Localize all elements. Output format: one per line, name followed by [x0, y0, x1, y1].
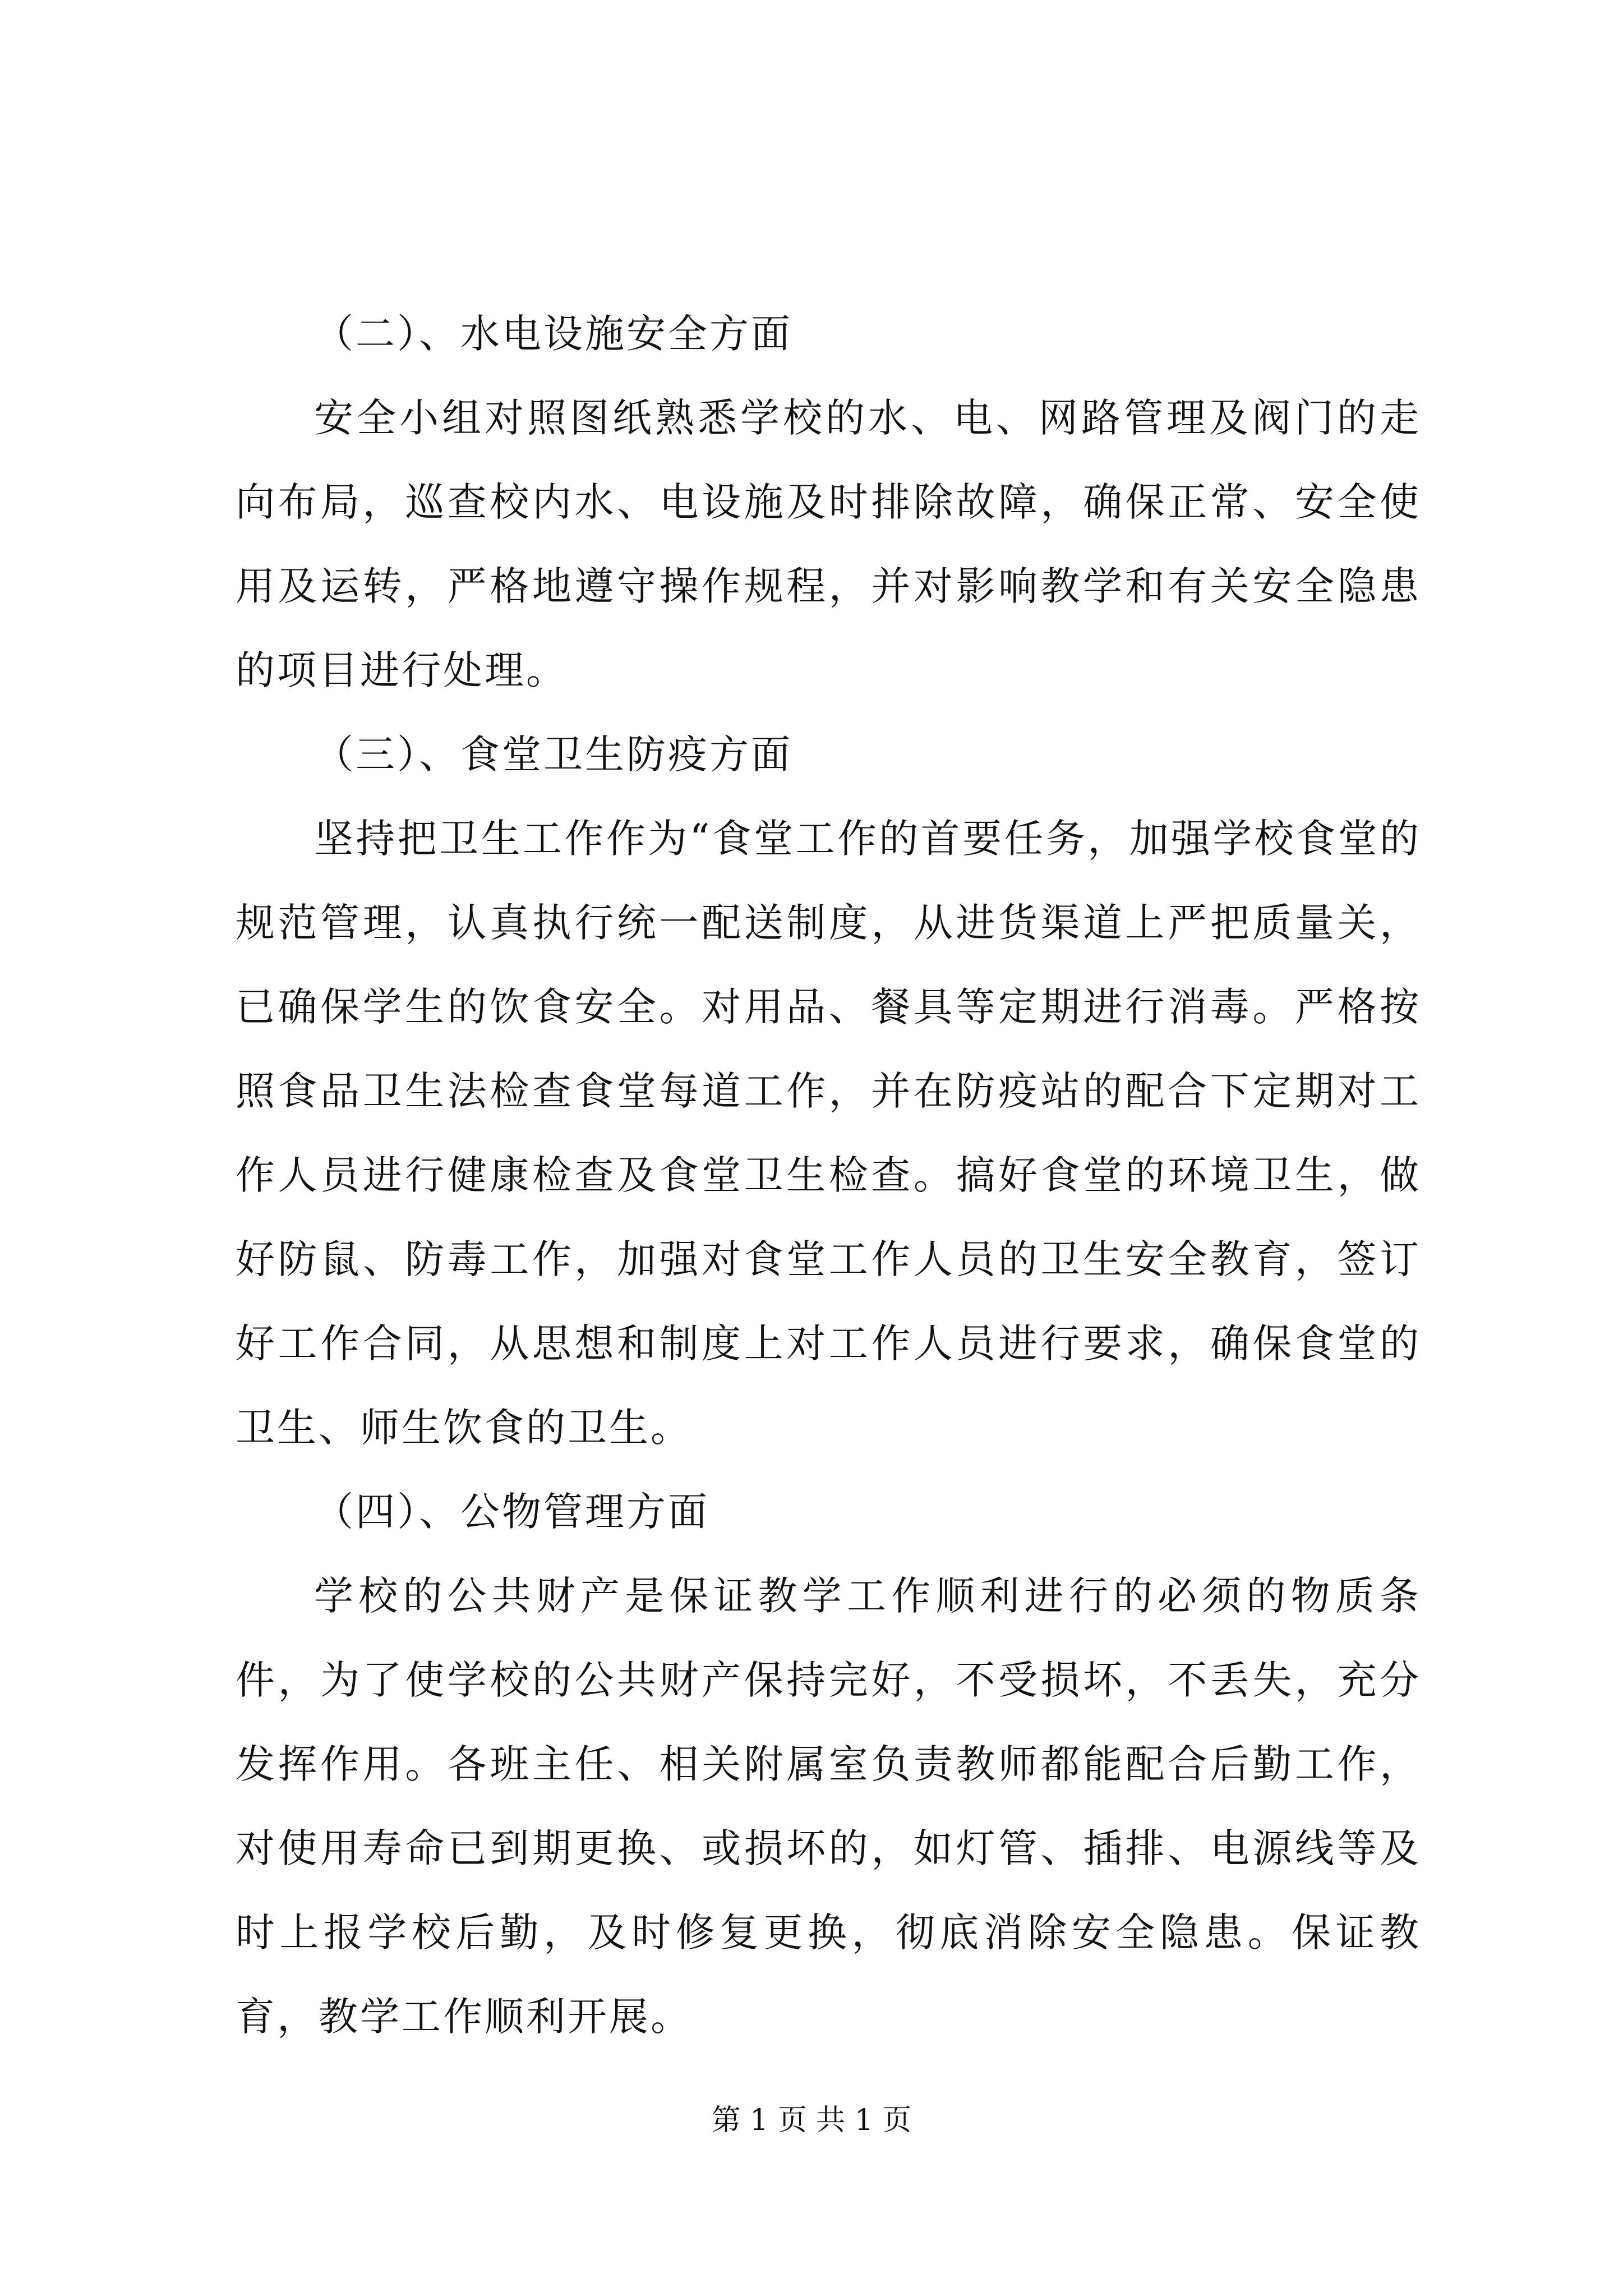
- section-heading-public-property: （四）、公物管理方面: [314, 1489, 709, 1535]
- section-heading-water-electric: （二）、水电设施安全方面: [314, 311, 792, 357]
- document-body: [236, 292, 1421, 2059]
- page-number-footer: 第 1 页 共 1 页: [711, 2104, 912, 2137]
- section-heading-canteen-hygiene: （三）、食堂卫生防疫方面: [314, 731, 792, 777]
- section-paragraph-water-electric: 安全小组对照图纸熟悉学校的水、电、网路管理及阀门的走向布局，巡查校内水、电设施及时排除故障，确保正常、安全使用及运转，严格地遵守操作规程，并对影响教学和有关安全隐患的项目进行处理。: [236, 395, 1421, 693]
- section-paragraph-canteen-hygiene: 坚持把卫生工作作为“食堂工作的首要任务，加强学校食堂的规范管理，认真执行统一配送制度，从进货渠道上严把质量关，已确保学生的饮食安全。对用品、餐具等定期进行消毒。严格按照食品卫生法检查食堂每道工作，并在防疫站的配合下定期对工作人员进行健康检查及食堂卫生检查。搞好食堂的环境卫生，做好防鼠、防毒工作，加强对食堂工作人员的卫生安全教育，签订好工作合同，从思想和制度上对工作人员进行要求，确保食堂的卫生、师生饮食的卫生。: [236, 816, 1421, 1451]
- section-paragraph-public-property: 学校的公共财产是保证教学工作顺利进行的必须的物质条件，为了使学校的公共财产保持完好，不受损坏，不丢失，充分发挥作用。各班主任、相关附属室负责教师都能配合后勤工作，对使用寿命已到期更换、或损坏的，如灯管、插排、电源线等及时上报学校后勤，及时修复更换，彻底消除安全隐患。保证教育，教学工作顺利开展。: [236, 1573, 1421, 2040]
